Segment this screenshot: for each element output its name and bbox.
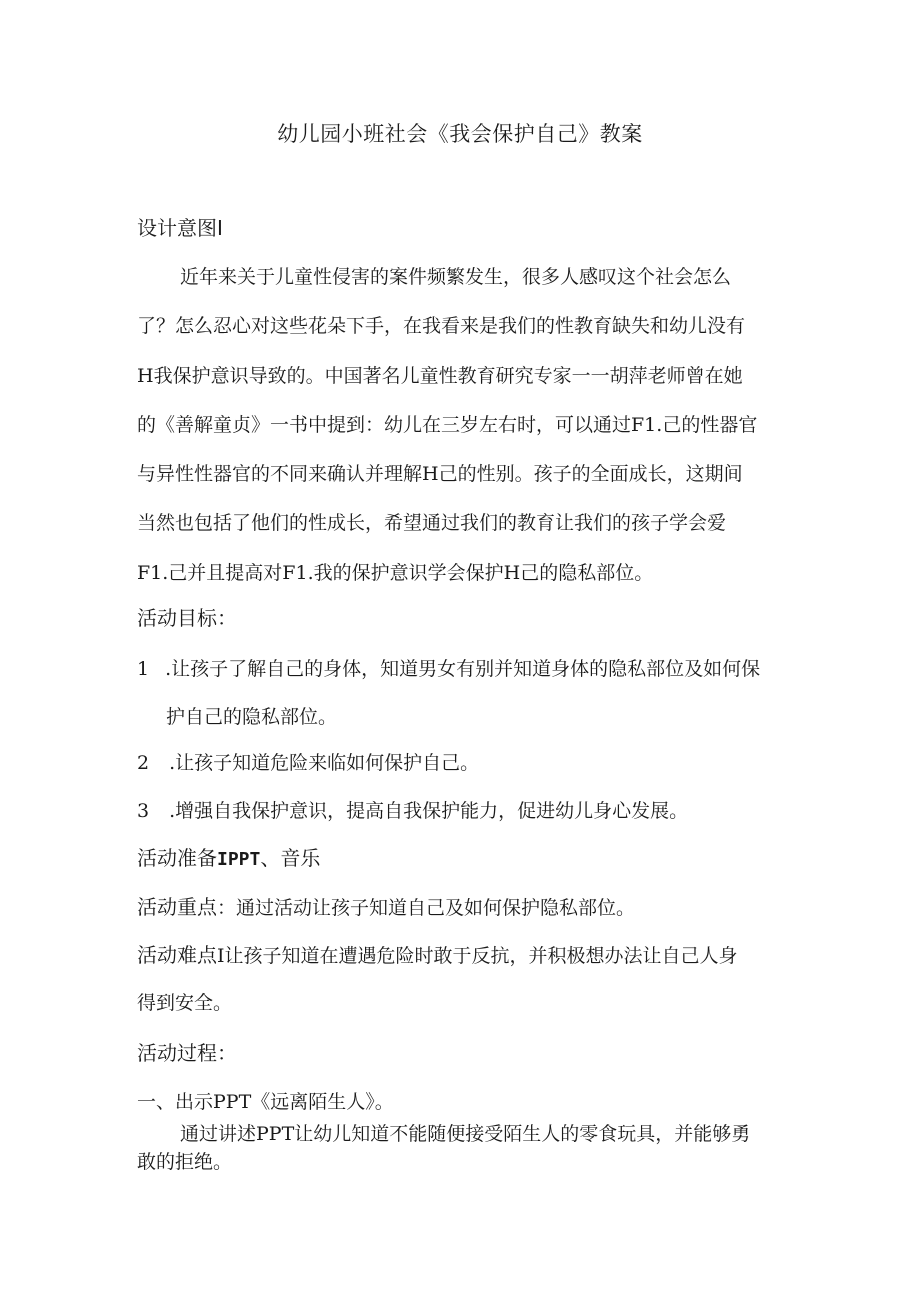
activity-focus: [137, 893, 635, 922]
goal-text: .让孩子了解自己的身体，知道男女有别并知道身体的隐私部位及如何保: [165, 658, 761, 680]
activity-difficulty: [137, 941, 738, 970]
paragraph-line: 与异性性器官的不同来确认并理解H己的性别。孩子的全面成长，这期间: [137, 463, 743, 485]
goal-item: [137, 797, 688, 825]
paragraph-line: 了？怎么忍心对这些花朵下手，在我看来是我们的性教育缺失和幼儿没有: [137, 315, 746, 337]
process-step-text: 敢的拒绝。: [137, 1151, 233, 1173]
goals-heading: 活动目标：: [137, 606, 237, 630]
difficulty-continuation: 得到安全。: [137, 992, 233, 1014]
difficulty-label: 活动难点: [137, 943, 217, 967]
difficulty-value: I让孩子知道在遭遇危险时敢于反抗，并积极想办法让自己人身: [217, 945, 738, 967]
goal-text: .让孩子知道危险来临如何保护自己。: [169, 752, 480, 774]
prep-suffix: 、音乐: [260, 846, 321, 870]
process-heading: 活动过程：: [137, 1041, 237, 1065]
goal-item-continuation: 护自己的隐私部位。: [166, 706, 338, 728]
paragraph-line: H我保护意识导致的。中国著名儿童性教育研究专家一一胡萍老师曾在她: [137, 365, 743, 387]
goal-number: 3: [137, 800, 150, 822]
design-intent-heading: 设计意图I: [137, 216, 223, 240]
goal-number: 1: [137, 658, 150, 680]
process-step-text: 通过讲述PPT让幼儿知道不能随便接受陌生人的零食玩具，并能够勇: [180, 1123, 751, 1145]
focus-value: ：通过活动让孩子知道自己及如何保护隐私部位。: [217, 897, 636, 919]
paragraph-line: 的《善解童贞》一书中提到：幼儿在三岁左右时，可以通过F1.己的性器官: [137, 414, 758, 436]
focus-label: 活动重点: [137, 895, 217, 919]
prep-label: 活动准备: [137, 846, 217, 870]
goal-number: 2: [137, 752, 150, 774]
prep-value: IPPT: [217, 849, 261, 870]
activity-prep: [137, 844, 320, 874]
goal-item: [137, 655, 760, 683]
process-step: 一、出示PPT《远离陌生人》。: [137, 1091, 394, 1113]
paragraph-line: F1.己并且提高对F1.我的保护意识学会保护H己的隐私部位。: [137, 562, 654, 584]
goal-text: .增强自我保护意识，提高自我保护能力，促进幼儿身心发展。: [169, 800, 689, 822]
paragraph-line: 当然也包括了他们的性成长，希望通过我们的教育让我们的孩子学会爱: [137, 512, 727, 534]
paragraph-line: 近年来关于儿童性侵害的案件频繁发生，很多人感叹这个社会怎么: [180, 266, 732, 288]
page-title: 幼儿园小班社会《我会保护自己》教案: [277, 122, 643, 146]
goal-item: [137, 749, 479, 777]
